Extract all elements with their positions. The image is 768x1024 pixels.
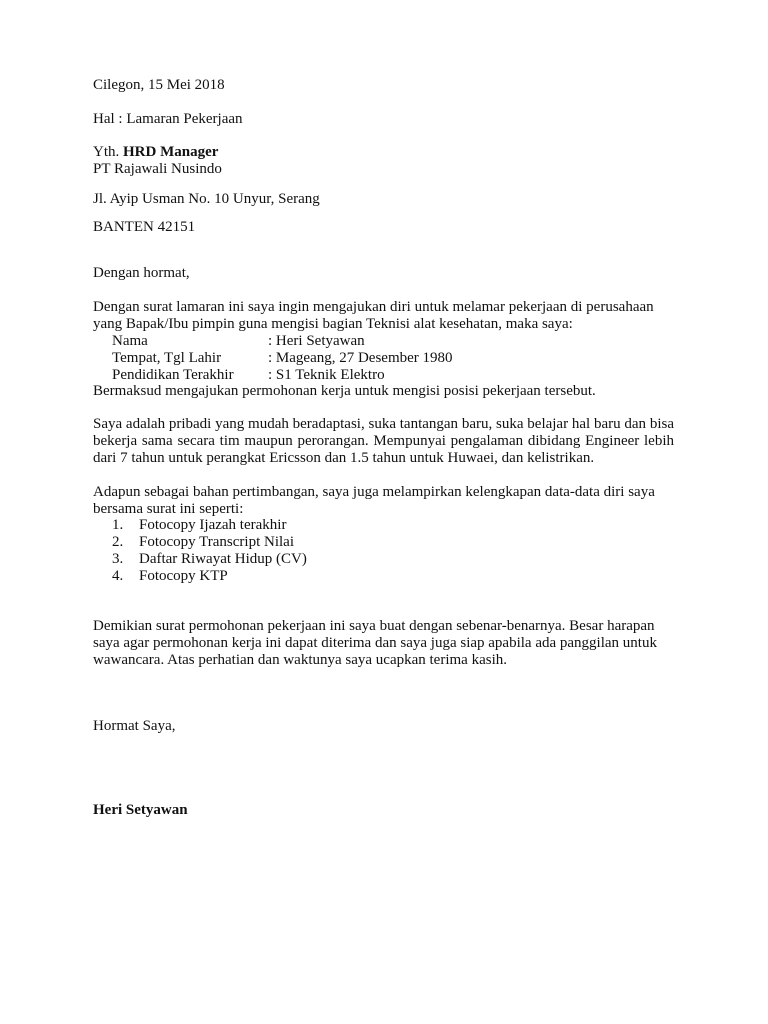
attachment-number: 1. xyxy=(112,517,124,533)
recipient-title: HRD Manager xyxy=(123,144,219,160)
field-label-birth: Tempat, Tgl Lahir xyxy=(112,350,222,366)
signoff: Hormat Saya, xyxy=(93,718,176,734)
attachment-number: 3. xyxy=(112,551,124,567)
subject-line: Hal : Lamaran Pekerjaan xyxy=(93,111,243,127)
field-value-name: : Heri Setyawan xyxy=(268,333,365,349)
attachment-number: 2. xyxy=(112,534,124,550)
place-date: Cilegon, 15 Mei 2018 xyxy=(93,77,225,93)
field-value-education: : S1 Teknik Elektro xyxy=(268,367,385,383)
attachment-item: Fotocopy Ijazah terakhir xyxy=(139,517,287,533)
attachment-item: Fotocopy Transcript Nilai xyxy=(139,534,295,550)
recipient-region: BANTEN 42151 xyxy=(93,219,196,235)
signature-name: Heri Setyawan xyxy=(93,802,188,818)
about-paragraph: Saya adalah pribadi yang mudah beradaptasi, suka tantangan baru, suka belajar hal baru dan bisa bekerja sama secara tim maupun perorangan. Mempunyai pengalaman dibidang Engineer lebih dari 7 tahun untuk perangkat Ericsson dan 1.5 tahun untuk Huwaei, dan kelistrikan. xyxy=(93,416,674,466)
greeting: Dengan hormat, xyxy=(93,265,190,281)
closing-paragraph: Demikian surat permohonan pekerjaan ini saya buat dengan sebenar-benarnya. Besar harapan saya agar permohonan kerja ini dapat diterima dan saya juga siap apabila ada panggilan untuk wawancara. Atas perhatian dan waktunya saya ucapkan terima kasih. xyxy=(93,618,657,668)
attachments-intro: Adapun sebagai bahan pertimbangan, saya juga melampirkan kelengkapan data-data diri saya bersama surat ini seperti: xyxy=(93,484,655,517)
attachment-number: 4. xyxy=(112,568,124,584)
attachment-item: Fotocopy KTP xyxy=(139,568,228,584)
field-value-birth: : Mageang, 27 Desember 1980 xyxy=(268,350,453,366)
purpose-line: Bermaksud mengajukan permohonan kerja untuk mengisi posisi pekerjaan tersebut. xyxy=(93,383,596,399)
recipient-company: PT Rajawali Nusindo xyxy=(93,161,222,177)
recipient-prefix: Yth. xyxy=(93,144,123,160)
attachment-item: Daftar Riwayat Hidup (CV) xyxy=(139,551,307,567)
field-label-name: Nama xyxy=(112,333,148,349)
recipient-address: Jl. Ayip Usman No. 10 Unyur, Serang xyxy=(93,191,320,207)
intro-paragraph: Dengan surat lamaran ini saya ingin mengajukan diri untuk melamar pekerjaan di perusahaan yang Bapak/Ibu pimpin guna mengisi bagian Teknisi alat kesehatan, maka saya: xyxy=(93,299,654,332)
field-label-education: Pendidikan Terakhir xyxy=(112,367,234,383)
recipient-title-line xyxy=(93,144,218,161)
